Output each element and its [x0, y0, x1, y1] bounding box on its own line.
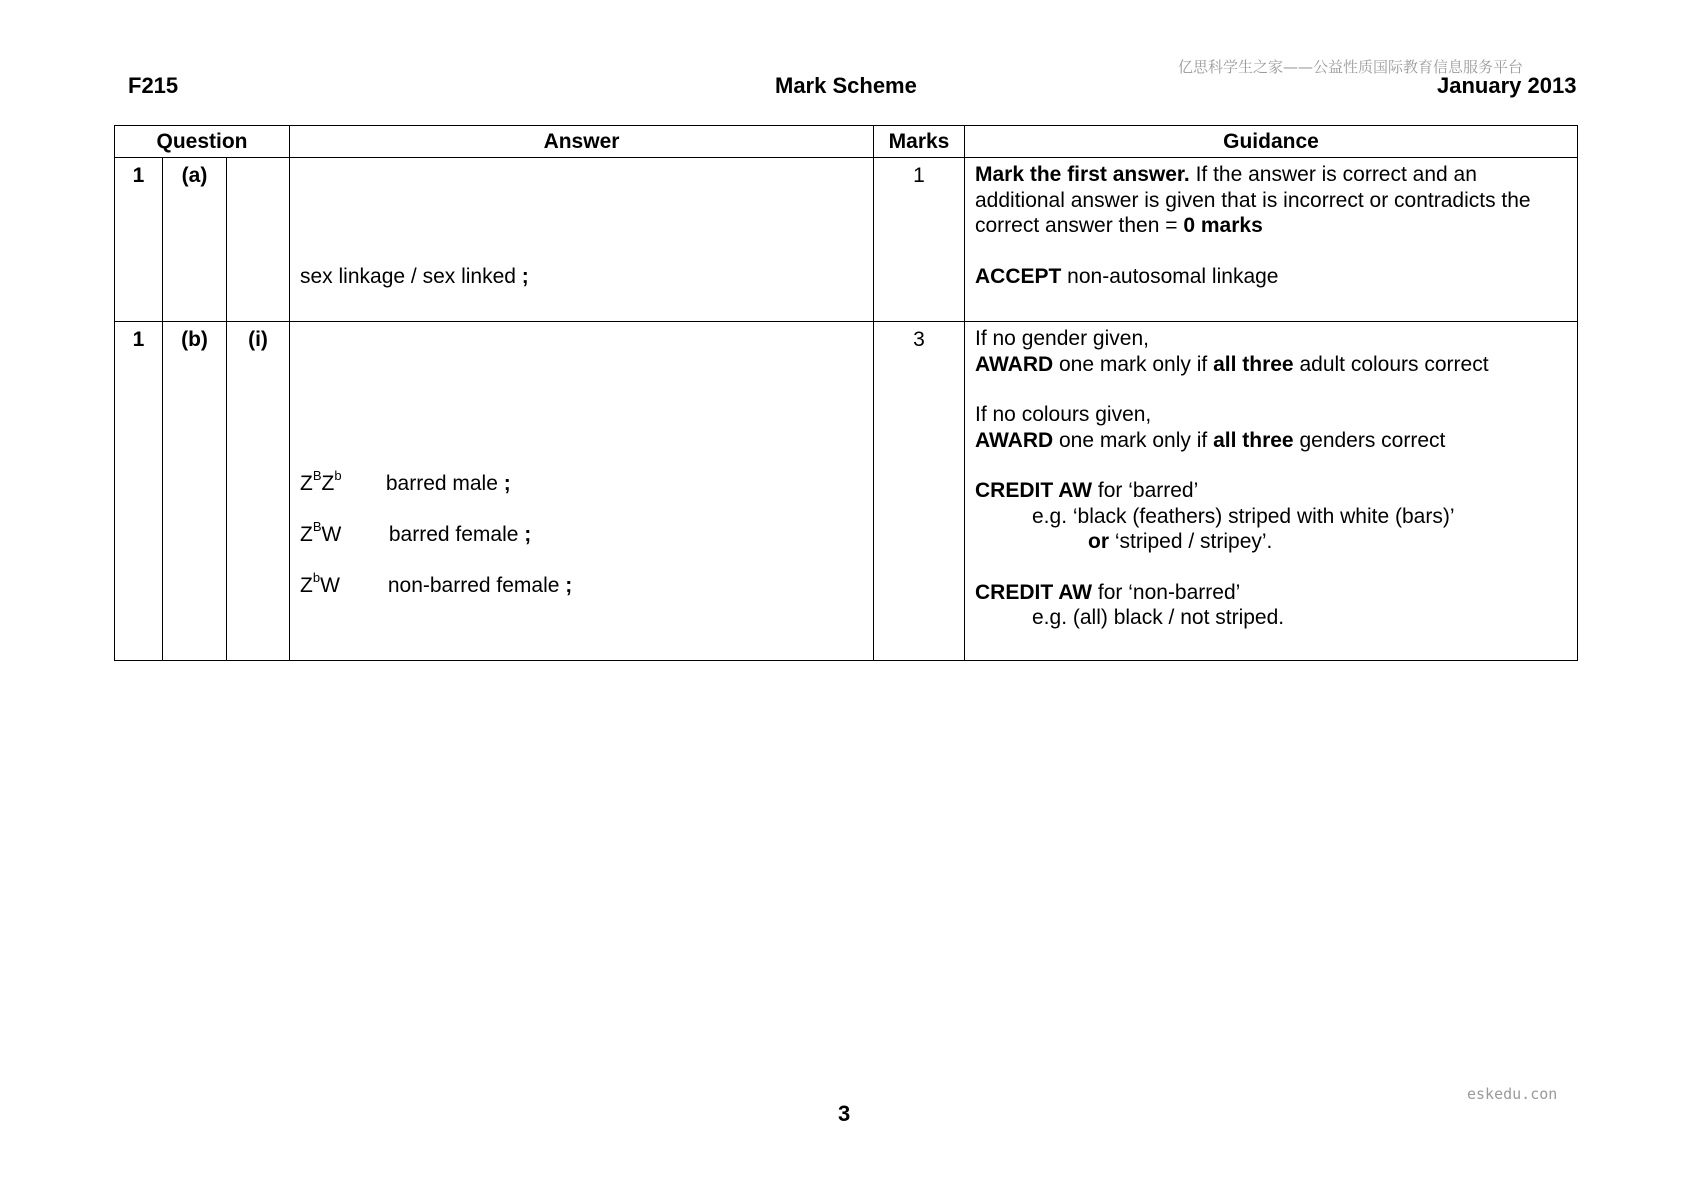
mark-separator: ;	[565, 574, 573, 597]
guidance-bold: ACCEPT	[975, 264, 1062, 288]
answer-text: sex linkage / sex linked	[300, 265, 516, 288]
document-date: January 2013	[1437, 73, 1577, 98]
genotype-line	[300, 519, 532, 547]
guidance-line: CREDIT AW for ‘barred’	[975, 479, 1199, 502]
mark-separator: ;	[503, 472, 511, 495]
table-row	[115, 322, 1578, 661]
question-subpart	[227, 158, 290, 322]
marks-value: 3	[874, 322, 965, 661]
genotype-line	[300, 468, 511, 496]
mark-separator: ;	[524, 523, 532, 546]
guidance-line: AWARD one mark only if all three genders correct	[975, 428, 1446, 452]
guidance-line: e.g. ‘black (feathers) striped with white (bars)’	[1032, 504, 1455, 528]
header-marks: Marks	[874, 126, 965, 158]
question-subpart: (i)	[227, 322, 290, 661]
header-guidance: Guidance	[965, 126, 1578, 158]
table-row	[115, 158, 1578, 322]
guidance-bold: 0 marks	[1183, 214, 1263, 237]
document-title: Mark Scheme	[775, 73, 917, 98]
guidance-cell	[965, 322, 1578, 661]
guidance-line: e.g. (all) black / not striped.	[1032, 606, 1285, 629]
header-answer: Answer	[290, 126, 874, 158]
guidance-line: CREDIT AW for ‘non-barred’	[975, 580, 1241, 604]
guidance-paragraph	[975, 162, 1567, 239]
question-number: 1	[115, 322, 163, 661]
answer-line	[300, 265, 529, 289]
genotype: $Z^bW$	[300, 570, 340, 597]
guidance-cell	[965, 158, 1578, 322]
document-code: F215	[128, 73, 179, 98]
header-question: Question	[115, 126, 290, 158]
page-number: 3	[838, 1101, 851, 1126]
answer-cell	[290, 322, 874, 661]
guidance-text: If the answer is correct and an additional answer is given that is incorrect or contradicts the correct answer then =	[975, 163, 1531, 237]
guidance-paragraph	[975, 264, 1567, 290]
guidance-bold: Mark the first answer.	[975, 163, 1190, 186]
watermark-top: 亿思科学生之家——公益性质国际教育信息服务平台	[1178, 58, 1524, 76]
question-part: (b)	[163, 322, 227, 661]
watermark-bottom: eskedu.con	[1467, 1085, 1558, 1103]
mark-separator: ;	[521, 265, 529, 288]
guidance-line: If no colours given,	[975, 403, 1152, 426]
guidance-text: non-autosomal linkage	[1061, 264, 1279, 288]
genotype: $Z^BW$	[300, 519, 342, 546]
guidance-line: AWARD one mark only if all three adult colours correct	[975, 352, 1489, 376]
genotype-line	[300, 570, 573, 598]
phenotype-label: non-barred female	[387, 574, 560, 597]
mark-scheme-table	[114, 125, 1578, 661]
genotype: $Z^BZ^b$	[300, 468, 342, 495]
guidance-line: or ‘striped / stripey’.	[1088, 530, 1273, 553]
phenotype-label: barred female	[388, 523, 519, 546]
phenotype-label: barred male	[385, 472, 498, 495]
guidance-line: If no gender given,	[975, 327, 1149, 350]
answer-cell	[290, 158, 874, 322]
question-number: 1	[115, 158, 163, 322]
marks-value: 1	[874, 158, 965, 322]
question-part: (a)	[163, 158, 227, 322]
table-header-row	[115, 126, 1578, 158]
